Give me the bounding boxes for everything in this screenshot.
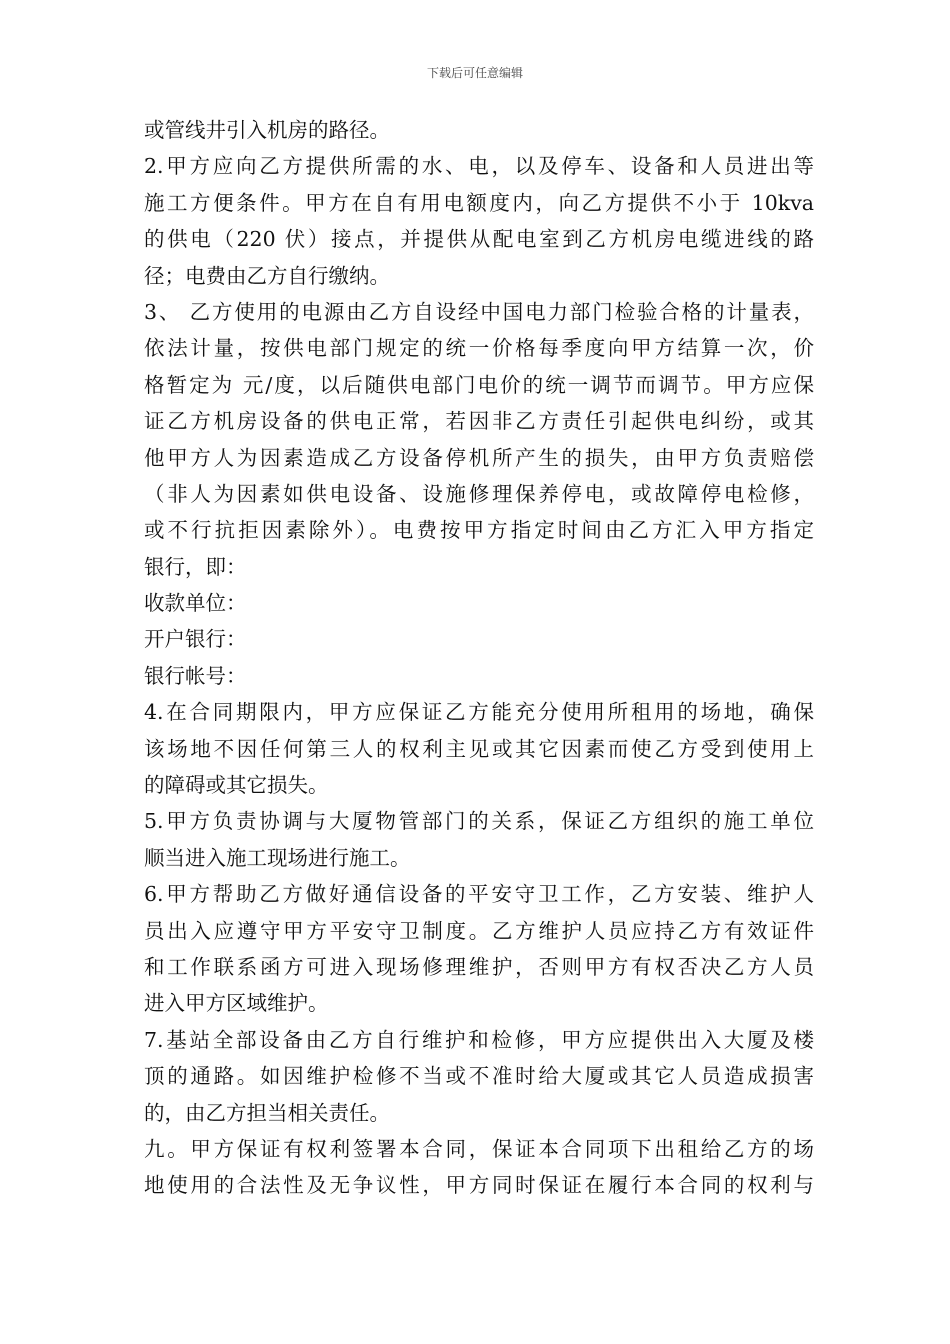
text-line: 证乙方机房设备的供电正常，若因非乙方责任引起供电纠纷，或其 bbox=[144, 409, 814, 434]
page-header: 下载后可任意编辑 bbox=[426, 66, 523, 80]
text-line: 收款单位： bbox=[144, 591, 247, 616]
text-line: 开户银行： bbox=[144, 627, 247, 652]
text-line: 九。甲方保证有权利签署本合同，保证本合同项下出租给乙方的场 bbox=[144, 1136, 814, 1161]
text-line: 和工作联系函方可进入现场修理维护，否则甲方有权否决乙方人员 bbox=[144, 954, 814, 979]
text-line: 2.甲方应向乙方提供所需的水、电，以及停车、设备和人员进出等 bbox=[144, 154, 814, 179]
text-line: 地使用的合法性及无争议性，甲方同时保证在履行本合同的权利与 bbox=[144, 1173, 814, 1198]
text-line: 的，由乙方担当相关责任。 bbox=[144, 1100, 390, 1125]
text-line: 的供电（220 伏）接点，并提供从配电室到乙方机房电缆进线的路 bbox=[144, 227, 814, 252]
text-line: 依法计量，按供电部门规定的统一价格每季度向甲方结算一次，价 bbox=[144, 336, 814, 361]
text-line: 或管线井引入机房的路径。 bbox=[144, 118, 390, 142]
text-line: 施工方便条件。甲方在自有用电额度内，向乙方提供不小于 10kva bbox=[144, 190, 814, 215]
text-line: 7.基站全部设备由乙方自行维护和检修，甲方应提供出入大厦及楼 bbox=[144, 1027, 814, 1052]
text-line: 径；电费由乙方自行缴纳。 bbox=[144, 263, 390, 288]
text-line: 或不行抗拒因素除外）。电费按甲方指定时间由乙方汇入甲方指定 bbox=[144, 518, 814, 543]
text-line: 3、 乙方使用的电源由乙方自设经中国电力部门检验合格的计量表， bbox=[144, 299, 814, 324]
text-line: 4.在合同期限内，甲方应保证乙方能充分使用所租用的场地，确保 bbox=[144, 700, 814, 725]
text-line: 银行，即： bbox=[144, 554, 247, 579]
text-line: 顺当进入施工现场进行施工。 bbox=[144, 845, 411, 870]
text-line: 员出入应遵守甲方平安守卫制度。乙方维护人员应持乙方有效证件 bbox=[144, 918, 814, 943]
text-line: 进入甲方区域维护。 bbox=[144, 991, 329, 1016]
text-line: 6.甲方帮助乙方做好通信设备的平安守卫工作，乙方安装、维护人 bbox=[144, 882, 814, 907]
text-line: 他甲方人为因素造成乙方设备停机所产生的损失，由甲方负责赔偿 bbox=[144, 445, 814, 470]
document-body bbox=[144, 112, 814, 1204]
text-line: （非人为因素如供电设备、设施修理保养停电，或故障停电检修， bbox=[144, 481, 814, 506]
text-line: 该场地不因任何第三人的权利主见或其它因素而使乙方受到使用上 bbox=[144, 736, 814, 761]
text-line: 格暂定为 元/度，以后随供电部门电价的统一调节而调节。甲方应保 bbox=[144, 372, 814, 397]
text-line: 的障碍或其它损失。 bbox=[144, 773, 329, 798]
text-line: 顶的通路。如因维护检修不当或不准时给大厦或其它人员造成损害 bbox=[144, 1064, 814, 1089]
text-line: 银行帐号： bbox=[144, 663, 247, 688]
text-line: 5.甲方负责协调与大厦物管部门的关系，保证乙方组织的施工单位 bbox=[144, 809, 814, 834]
